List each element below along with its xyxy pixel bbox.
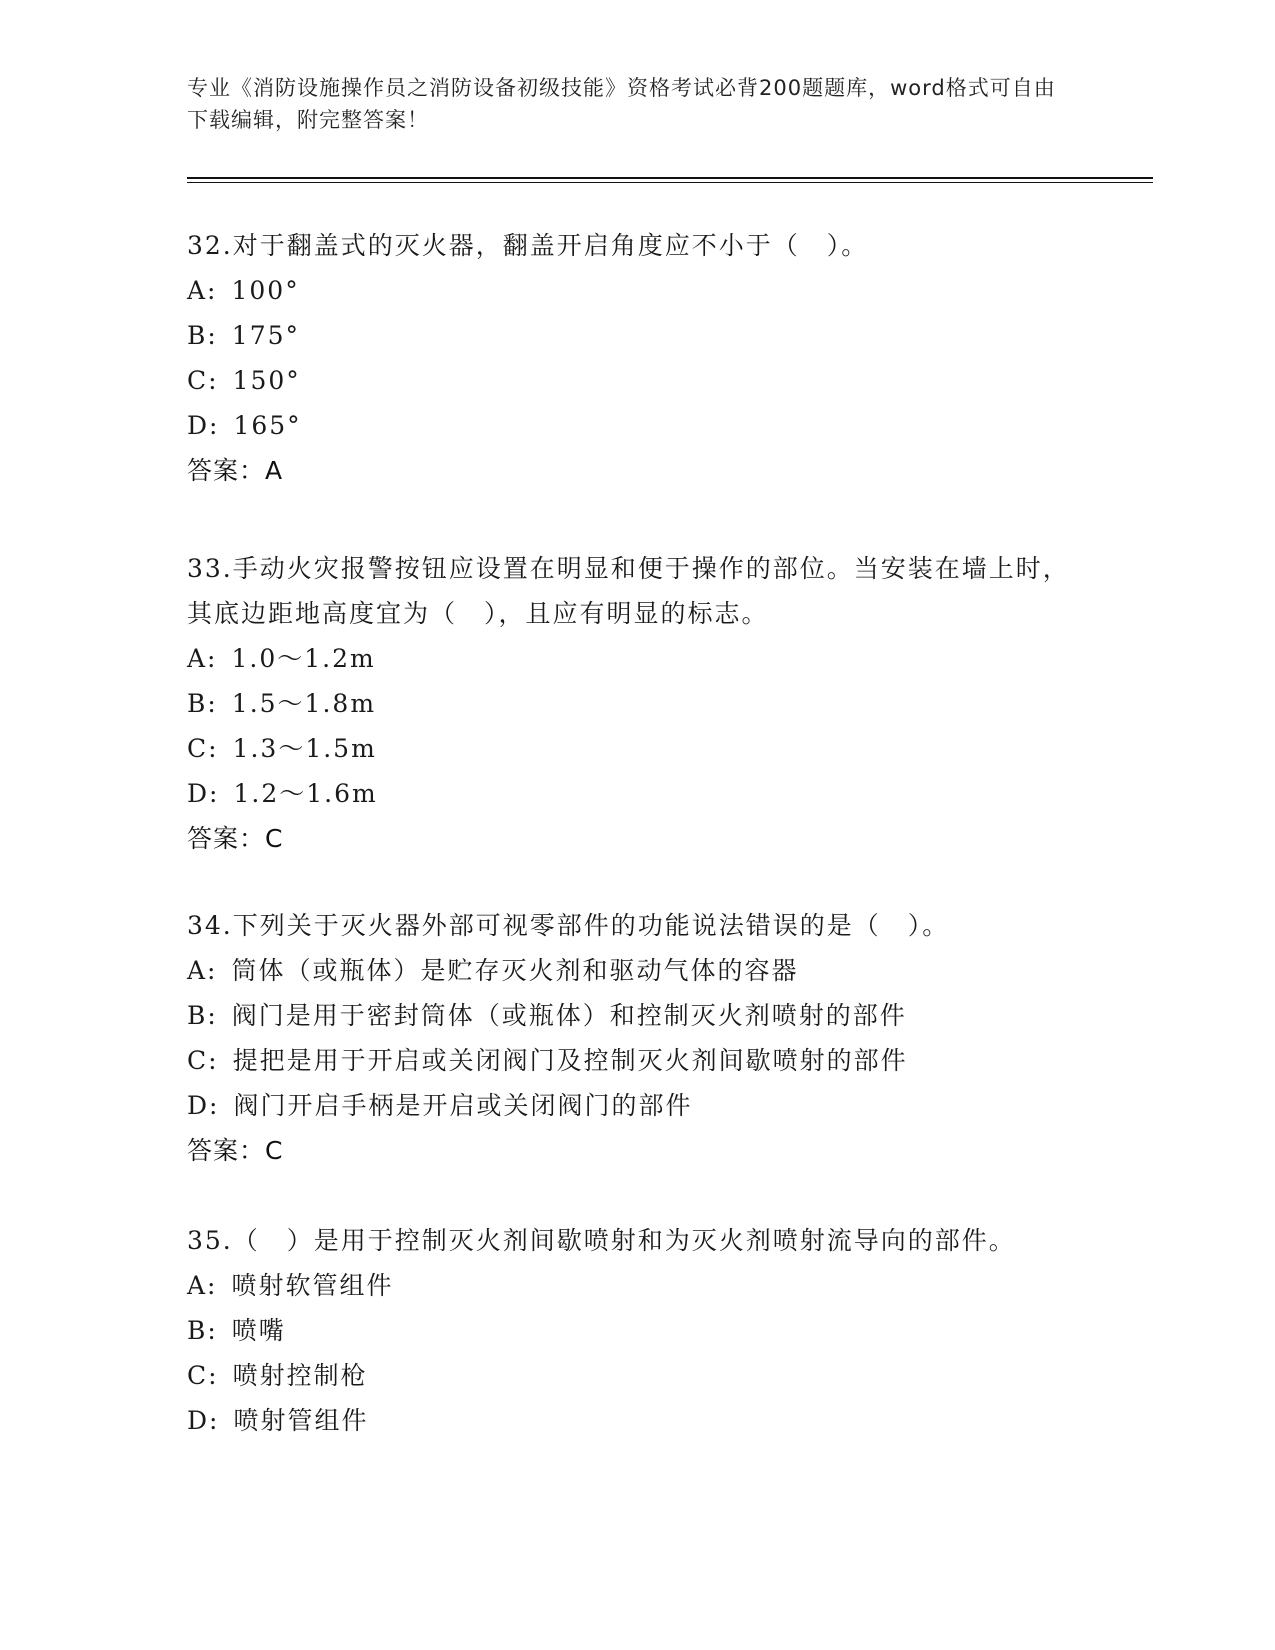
option-text: 喷射控制枪 — [232, 1361, 368, 1390]
option-a — [187, 1263, 1087, 1308]
option-text: 筒体（或瓶体）是贮存灭火剂和驱动气体的容器 — [231, 956, 799, 985]
option-letter: C: — [187, 1046, 219, 1075]
option-c — [187, 726, 1087, 771]
option-text: 1.3～1.5m — [232, 734, 377, 763]
option-text: 喷射软管组件 — [231, 1271, 394, 1300]
option-text: 175° — [231, 321, 301, 350]
option-text: 喷射管组件 — [233, 1406, 369, 1435]
option-text: 100° — [231, 276, 300, 305]
option-d — [187, 1083, 1087, 1128]
question-stem: 32.对于翻盖式的灭火器，翻盖开启角度应不小于（ ）。 — [187, 231, 869, 260]
option-b — [187, 681, 1087, 726]
option-b — [187, 993, 1087, 1038]
option-letter: A: — [187, 276, 218, 305]
question-33 — [187, 546, 1087, 861]
option-text: 1.0～1.2m — [231, 644, 376, 673]
option-text: 1.5～1.8m — [231, 689, 377, 718]
option-c — [187, 358, 1087, 403]
option-letter: A: — [187, 1271, 218, 1300]
option-a — [187, 636, 1087, 681]
option-d — [187, 1398, 1087, 1443]
option-c — [187, 1353, 1087, 1398]
option-text: 阀门开启手柄是开启或关闭阀门的部件 — [233, 1091, 693, 1120]
option-text: 喷嘴 — [231, 1316, 286, 1345]
question-35 — [187, 1218, 1087, 1443]
option-a — [187, 948, 1087, 993]
answer-label: 答案：C — [187, 1136, 284, 1165]
option-letter: D: — [187, 1091, 220, 1120]
option-letter: D: — [187, 411, 220, 440]
option-letter: B: — [187, 1001, 218, 1030]
answer-label: 答案：C — [187, 824, 284, 853]
document-header: 专业《消防设施操作员之消防设备初级技能》资格考试必背200题题库，word格式可自由下载编辑，附完整答案！ — [187, 76, 1056, 132]
option-text: 150° — [232, 366, 301, 395]
question-32 — [187, 223, 1087, 493]
option-letter: C: — [187, 734, 219, 763]
option-letter: D: — [187, 779, 220, 808]
option-text: 阀门是用于密封筒体（或瓶体）和控制灭火剂喷射的部件 — [231, 1001, 907, 1030]
option-letter: A: — [187, 644, 218, 673]
question-stem: 34.下列关于灭火器外部可视零部件的功能说法错误的是（ ）。 — [187, 911, 950, 940]
option-a — [187, 268, 1087, 313]
option-c — [187, 1038, 1087, 1083]
option-text: 1.2～1.6m — [233, 779, 378, 808]
option-d — [187, 771, 1087, 816]
answer-label: 答案：A — [187, 456, 284, 485]
option-letter: B: — [187, 689, 218, 718]
option-letter: C: — [187, 1361, 219, 1390]
option-letter: C: — [187, 366, 219, 395]
option-text: 提把是用于开启或关闭阀门及控制灭火剂间歇喷射的部件 — [232, 1046, 908, 1075]
option-letter: B: — [187, 1316, 218, 1345]
option-b — [187, 313, 1087, 358]
option-letter: A: — [187, 956, 218, 985]
header-divider-thin — [187, 182, 1153, 183]
option-text: 165° — [233, 411, 302, 440]
option-d — [187, 403, 1087, 448]
header-divider-thick — [187, 177, 1153, 179]
option-letter: D: — [187, 1406, 220, 1435]
question-34 — [187, 903, 1087, 1173]
question-stem: 33.手动火灾报警按钮应设置在明显和便于操作的部位。当安装在墙上时，其底边距地高度宜为（ ），且应有明显的标志。 — [187, 554, 1070, 628]
option-b — [187, 1308, 1087, 1353]
option-letter: B: — [187, 321, 218, 350]
question-stem: 35.（ ）是用于控制灭火剂间歇喷射和为灭火剂喷射流导向的部件。 — [187, 1226, 1016, 1255]
